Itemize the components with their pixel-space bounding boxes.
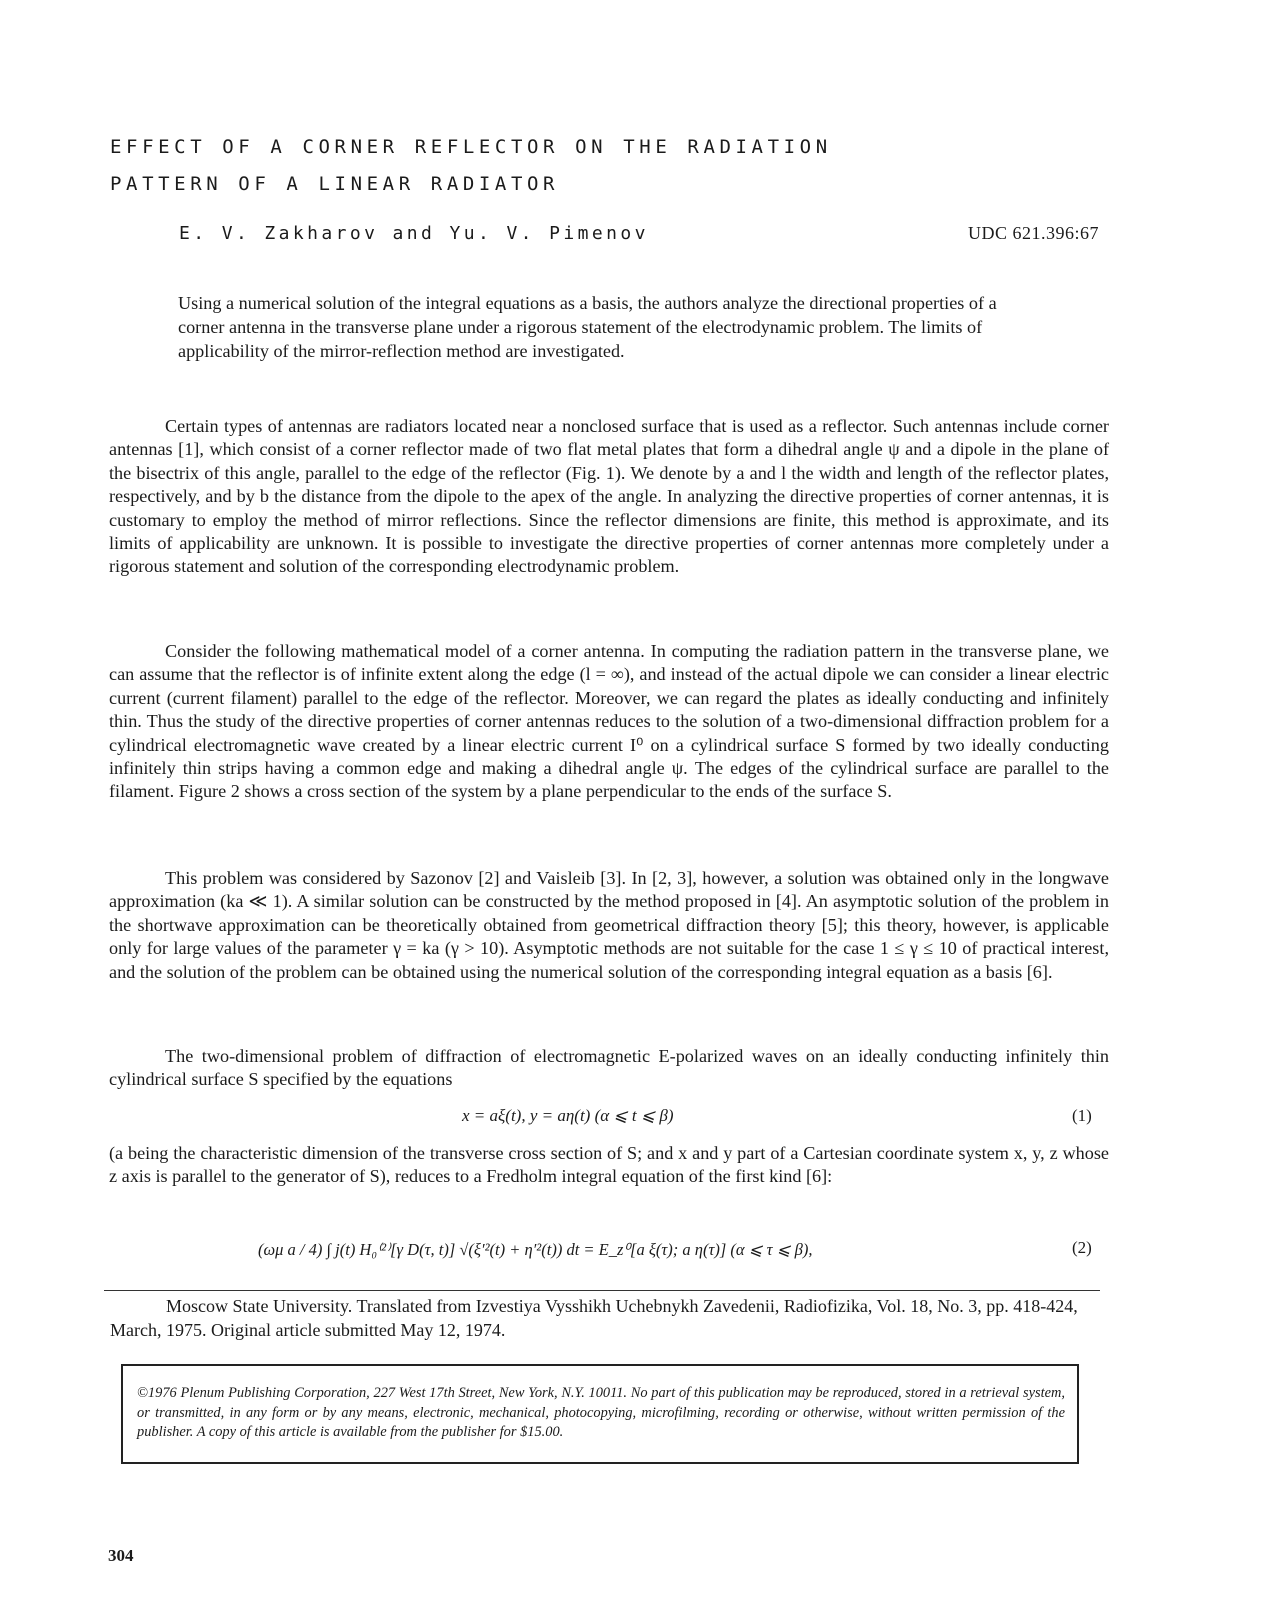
footnote: Moscow State University. Translated from Izvestiya Vysshikh Uchebnykh Zavedenii, Radiofizika, Vol. 18, No. 3, pp. 418-424, March, 1975. Original article submitted May 12, 1974. [110,1296,1078,1340]
copyright-notice: ©1976 Plenum Publishing Corporation, 227 West 17th Street, New York, N.Y. 10011. No part of this publication may be reproduced, stored in a retrieval system, or transmitted, in any form or by any means, electronic, mechanical, photocopying, microfilming, recording or otherwise, without written permission of the publisher. A copy of this article is available from the publisher for $15.00. [137,1385,1065,1440]
paragraph-2: Consider the following mathematical model of a corner antenna. In computing the radiation pattern in the transverse plane, we can assume that the reflector is of infinite extent along the edge (l = ∞), and instead of the actual dipole we can consider a linear electric current (current filament) parallel to the edge of the reflector. Moreover, we can regard the plates as ideally conducting and infinitely thin. Thus the study of the directive properties of corner antennas reduces to the solution of a two-dimensional diffraction problem for a cylindrical electromagnetic wave created by a linear electric current I⁰ on a cylindrical surface S formed by two ideally conducting infinitely thin strips having a common edge and making a dihedral angle ψ. The edges of the cylindrical surface are parallel to the filament. Figure 2 shows a cross section of the system by a plane perpendicular to the ends of the surface S. [109,641,1109,802]
article-title-line-1: EFFECT OF A CORNER REFLECTOR ON THE RADIATION [110,136,832,158]
article-title-line-2: PATTERN OF A LINEAR RADIATOR [110,173,560,195]
authors: E. V. Zakharov and Yu. V. Pimenov [179,223,649,244]
paragraph-4: The two-dimensional problem of diffraction of electromagnetic E-polarized waves on an ideally conducting infinitely thin cylindrical surface S specified by the equations [109,1046,1109,1090]
equation-1: x = aξ(t), y = aη(t) (α ⩽ t ⩽ β) [462,1106,674,1125]
paragraph-1: Certain types of antennas are radiators located near a nonclosed surface that is used as a reflector. Such antennas include corner antennas [1], which consist of a corner reflector made of two flat metal plates that form a dihedral angle ψ and a dipole in the plane of the bisectrix of this angle, parallel to the edge of the reflector (Fig. 1). We denote by a and l the width and length of the reflector plates, respectively, and by b the distance from the dipole to the apex of the angle. In analyzing the directive properties of corner antennas, it is customary to employ the method of mirror reflections. Since the reflector dimensions are finite, this method is approximate, and its limits of applicability are unknown. It is possible to investigate the directive properties of corner antennas more completely under a rigorous statement and solution of the corresponding electrodynamic problem. [109,416,1109,577]
copyright-box [121,1364,1079,1464]
page-number: 304 [108,1546,134,1565]
paragraph-3: This problem was considered by Sazonov [2] and Vaisleib [3]. In [2, 3], however, a solution was obtained only in the longwave approximation (ka ≪ 1). A similar solution can be constructed by the method proposed in [4]. An asymptotic solution of the problem in the shortwave approximation can be theoretically obtained from geometrical diffraction theory [5]; this theory, however, is applicable only for large values of the parameter γ = ka (γ > 10). Asymptotic methods are not suitable for the case 1 ≤ γ ≤ 10 of practical interest, and the solution of the problem can be obtained using the numerical solution of the corresponding integral equation as a basis [6]. [109,868,1109,982]
abstract: Using a numerical solution of the integral equations as a basis, the authors analyze the directional properties of a corner antenna in the transverse plane under a rigorous statement of the electrodynamic problem. The limits of applicability of the mirror-reflection method are investigated. [178,293,997,361]
equation-2: (ωμ a / 4) ∫ j(t) H₀⁽²⁾[γ D(τ, t)] √(ξ′²(t) + η′²(t)) dt = E_z⁰[a ξ(τ); a η(τ)] (α ⩽ τ ⩽ β), [258,1240,813,1259]
paragraph-5: (a being the characteristic dimension of the transverse cross section of S; and x and y part of a Cartesian coordinate system x, y, z whose z axis is parallel to the generator of S), reduces to a Fredholm integral equation of the first kind [6]: [109,1143,1109,1187]
equation-1-number: (1) [1072,1106,1092,1125]
equation-2-number: (2) [1072,1238,1092,1257]
udc-code: UDC 621.396:67 [967,223,1099,243]
footnote-separator [104,1290,1100,1291]
